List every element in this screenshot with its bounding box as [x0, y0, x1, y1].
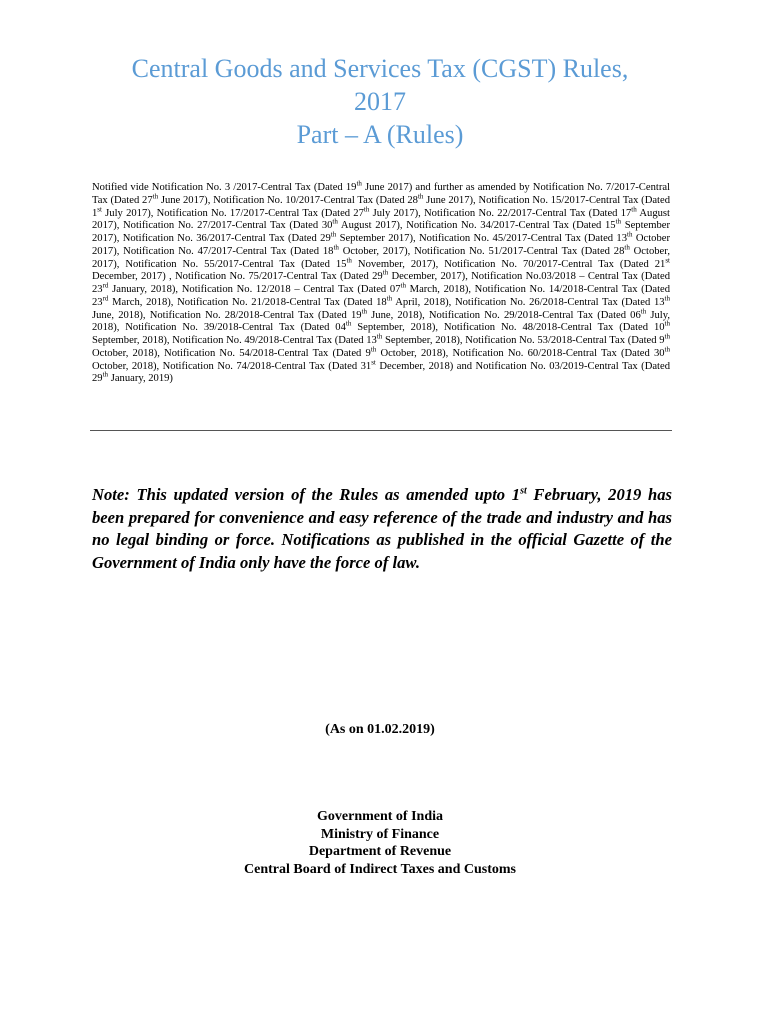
superscript-run: th [356, 179, 362, 188]
title-line-2: 2017 [354, 87, 406, 116]
issuer-line-board: Central Board of Indirect Taxes and Customs [244, 861, 516, 877]
text-run: March, 2018), Notification No. 21/2018-Central Tax (Dated 18 [108, 296, 387, 308]
text-run: December, 2017), Notification No.03/2018 – Central Tax (Dated 23 [92, 271, 670, 295]
text-run: October, 2018), Notification No. 54/2018-Central Tax (Dated 9 [92, 347, 371, 359]
text-run: March, 2018), Notification No. 14/2018-Central Tax (Dated 23 [92, 284, 671, 308]
text-run: June 2017) and further as amended by Notification No. 7/2017-Central Tax (Dated 27 [92, 182, 670, 206]
text-run: September, 2018), Notification No. 53/2018-Central Tax (Dated 9 [382, 335, 665, 346]
superscript-run: th [664, 294, 670, 303]
text-run: December, 2018) and Notification No. 03/2019-Central Tax (Dated 29 [92, 360, 671, 385]
text-run: July 2017), Notification No. 17/2017-Central Tax (Dated 27 [101, 207, 364, 219]
text-run: September 2017), Notification No. 45/2017-Central Tax (Dated 13 [336, 233, 628, 244]
superscript-run: th [640, 306, 647, 315]
text-run: October, 2017), Notification No. 51/2017-Central Tax (Dated 28 [338, 245, 625, 257]
text-run: October 2017), Notification No. 47/2017-Central Tax (Dated 18 [92, 233, 670, 257]
superscript-run: th [361, 306, 368, 315]
superscript-run: th [346, 255, 352, 264]
text-run: September, 2018), Notification No. 48/2018-Central Tax (Dated 10 [351, 322, 665, 334]
superscript-run: st [520, 485, 527, 497]
superscript-run: th [664, 332, 670, 341]
issuer-line-department: Department of Revenue [308, 844, 452, 859]
text-run: July 2017), Notification No. 22/2017-Central Tax (Dated 17 [369, 207, 632, 219]
superscript-run: th [345, 319, 352, 328]
text-run: June 2017), Notification No. 15/2017-Central Tax (Dated 1 [92, 194, 670, 219]
text-run: September, 2018), Notification No. 49/2018-Central Tax (Dated 13 [92, 335, 377, 346]
superscript-run: th [102, 370, 109, 379]
superscript-run: th [417, 192, 424, 201]
text-run: September 2017), Notification No. 36/2017-Central Tax (Dated 29 [92, 220, 671, 244]
superscript-run: st [665, 255, 670, 264]
text-run: August 2017), Notification No. 27/2017-Central Tax (Dated 30 [92, 207, 670, 232]
issuer-line-ministry: Ministry of Finance [320, 826, 440, 842]
notification-paragraph [92, 179, 671, 386]
superscript-run: th [615, 217, 622, 226]
superscript-run: th [624, 243, 630, 252]
text-run: June 2017), Notification No. 10/2017-Central Tax (Dated 28 [158, 194, 418, 206]
superscript-run: th [664, 319, 670, 328]
text-run: October, 2018), Notification No. 60/2018-Central Tax (Dated 30 [376, 347, 665, 359]
superscript-run: th [332, 217, 338, 226]
superscript-run: st [97, 204, 102, 213]
superscript-run: th [400, 281, 406, 290]
text-run: February, 2019 has been prepared for convenience and easy reference of the trade and industry and has no legal binding or force. Notifications as published in the official Gazette of the Government of India only have the force of law. [92, 485, 672, 572]
text-run: June, 2018), Notification No. 29/2018-Central Tax (Dated 06 [367, 309, 641, 321]
text-run: November, 2017), Notification No. 70/2017-Central Tax (Dated 21 [351, 258, 666, 270]
superscript-run: th [333, 243, 339, 252]
superscript-run: th [631, 204, 637, 213]
superscript-run: th [370, 345, 377, 354]
superscript-run: rd [102, 281, 109, 290]
text-run: December, 2017) , Notification No. 75/2017-Central Tax (Dated 29 [92, 271, 383, 283]
horizontal-divider [90, 430, 672, 431]
issuer-line-government: Government of India [317, 809, 443, 824]
superscript-run: th [363, 204, 370, 213]
superscript-run: st [371, 357, 376, 366]
text-run: April, 2018), Notification No. 26/2018-Central Tax (Dated 13 [392, 296, 665, 308]
superscript-run: th [376, 332, 383, 341]
text-run: January, 2019) [108, 373, 173, 385]
superscript-run: rd [102, 294, 109, 303]
disclaimer-note [92, 484, 672, 574]
text-run: October, 2017), Notification No. 55/2017-Central Tax (Dated 15 [92, 245, 670, 270]
superscript-run: th [627, 230, 633, 239]
superscript-run: th [330, 230, 337, 239]
text-run: January, 2018), Notification No. 12/2018 – Central Tax (Dated 07 [108, 284, 401, 295]
superscript-run: th [664, 345, 670, 354]
title-line-1: Central Goods and Services Tax (CGST) Rules, [131, 54, 629, 83]
superscript-run: th [382, 268, 389, 277]
document-title [90, 52, 670, 118]
text-run: July, 2018), Notification No. 39/2018-Central Tax (Dated 04 [92, 309, 670, 334]
text-run: June, 2018), Notification No. 28/2018-Central Tax (Dated 19 [92, 309, 362, 321]
text-run: Notified vide Notification No. 3 /2017-Central Tax (Dated 19 [92, 182, 357, 193]
text-run: August 2017), Notification No. 34/2017-Central Tax (Dated 15 [337, 220, 616, 232]
superscript-run: th [386, 294, 393, 303]
issuer-block [90, 808, 670, 878]
text-run: Note: This updated version of the Rules as amended upto 1 [92, 485, 521, 504]
document-subtitle: Part – A (Rules) [296, 120, 464, 149]
text-run: October, 2018), Notification No. 74/2018-Central Tax (Dated 31 [92, 360, 372, 372]
superscript-run: th [152, 192, 159, 201]
as-on-date: (As on 01.02.2019) [325, 722, 435, 737]
